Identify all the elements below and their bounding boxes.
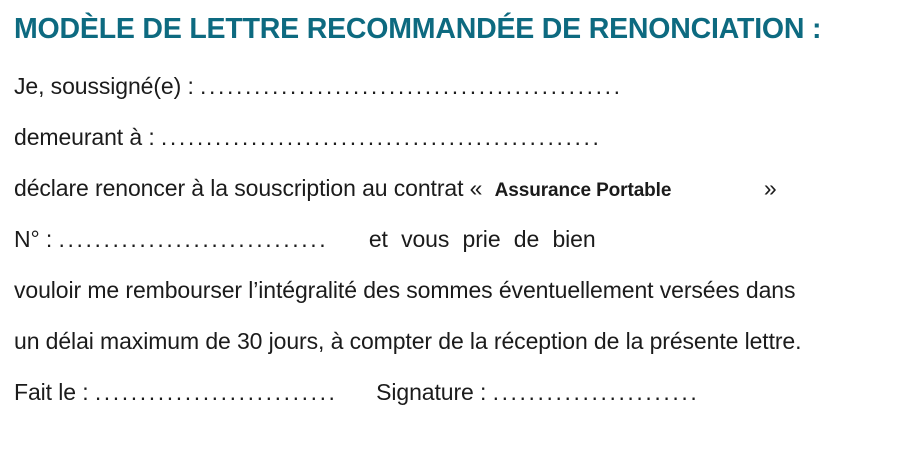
date-signature-line (14, 367, 897, 418)
undersigned-line (14, 61, 897, 112)
number-line-suffix-text: et vous prie de bien (368, 226, 596, 253)
declare-suffix-text: » (763, 175, 777, 202)
contract-name-value: Assurance Portable (494, 180, 672, 202)
page-title: MODÈLE DE LETTRE RECOMMANDÉE DE RENONCIATION : (14, 13, 822, 45)
undersigned-fill-field[interactable]: ............................................... (200, 73, 623, 100)
declare-prefix-text: déclare renoncer à la souscription au contrat « (14, 175, 483, 202)
residing-fill-field[interactable]: ................................................. (160, 124, 602, 151)
signature-label: Signature : (376, 379, 487, 406)
contract-number-line (14, 214, 897, 265)
residing-label: demeurant à : (14, 124, 155, 151)
contract-number-label: N° : (14, 226, 53, 253)
undersigned-label: Je, soussigné(e) : (14, 73, 194, 100)
contract-line (14, 163, 897, 214)
paragraph-line-2: vouloir me rembourser l’intégralité des sommes éventuellement versées dans (14, 277, 796, 304)
date-label: Fait le : (14, 379, 89, 406)
paragraph-line-3: un délai maximum de 30 jours, à compter de la réception de la présente lettre. (14, 328, 802, 355)
signature-fill-field[interactable]: ....................... (492, 379, 700, 406)
date-fill-field[interactable]: ........................... (94, 379, 338, 406)
residing-line (14, 112, 897, 163)
contract-number-fill-field[interactable]: .............................. (58, 226, 329, 253)
